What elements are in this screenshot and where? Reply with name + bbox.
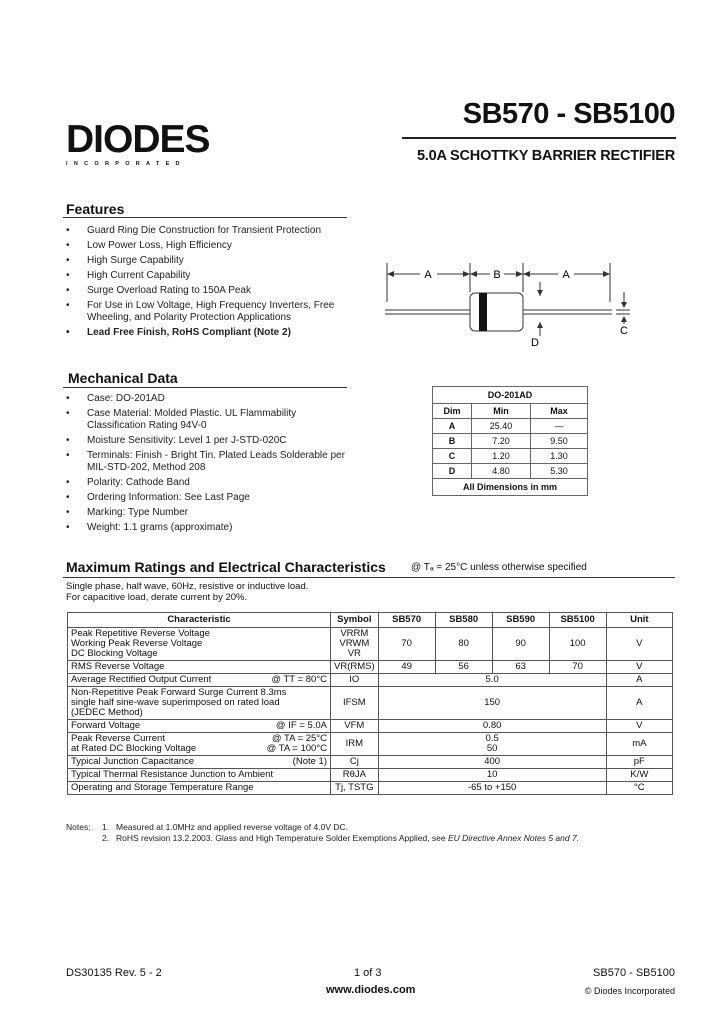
bullet-icon: • [66,225,70,236]
feature-item: • High Surge Capability [66,255,184,266]
dim-cell: D [433,464,472,479]
note-number: 1. [102,822,110,832]
bullet-icon: • [66,327,70,338]
characteristic-cell: Forward Voltage @ IF = 5.0A [68,720,331,733]
diodes-logo [66,120,236,168]
page-subtitle: 5.0A SCHOTTKY BARRIER RECTIFIER [416,148,675,164]
mechanical-item: • Polarity: Cathode Band [66,477,190,488]
symbol-cell: Cj [331,756,379,769]
dim-cell: 25.40 [472,419,531,434]
symbol-cell: VRRM VRWM VR [331,628,379,661]
table-row [68,661,673,674]
bullet-icon: • [66,450,70,461]
value-cell: 100 [549,628,606,661]
features-rule [63,217,347,218]
notes [66,822,676,844]
ratings-table [67,612,673,795]
characteristic-cell: Peak Reverse Current @ TA = 25°C at Rated DC Blocking Voltage @ TA = 100°C [68,733,331,756]
unit-cell: K/W [606,769,672,782]
table-row [68,756,673,769]
dim-cell: 1.20 [472,449,531,464]
mechanical-item: • Moisture Sensitivity: Level 1 per J-STD-020C [66,435,287,446]
symbol-cell: IO [331,674,379,687]
ratings-heading: Maximum Ratings and Electrical Characteristics [66,559,386,575]
dim-cell: C [433,449,472,464]
unit-cell: °C [606,782,672,795]
footer-part: SB570 - SB5100 [593,967,675,979]
dim-cell: 4.80 [472,464,531,479]
footer-page: 1 of 3 [354,967,382,979]
ratings-col-header: SB5100 [549,613,606,628]
unit-cell: A [606,674,672,687]
bullet-icon: • [66,240,70,251]
value-cell: 150 [378,687,606,720]
dim-label-b: B [493,269,501,281]
characteristic-cell: Typical Junction Capacitance (Note 1) [68,756,331,769]
dim-label-c: C [620,325,628,337]
dim-cell: — [531,419,588,434]
ratings-col-header: SB570 [378,613,435,628]
value-cell: 90 [492,628,549,661]
dim-table-footer: All Dimensions in mm [433,479,588,496]
ratings-col-header: Unit [606,613,672,628]
feature-item: • Surge Overload Rating to 150A Peak [66,285,251,296]
mechanical-item: • Case: DO-201AD [66,393,165,404]
dim-cell: 7.20 [472,434,531,449]
mechanical-item: • Weight: 1.1 grams (approximate) [66,522,233,533]
characteristic-cell: Typical Thermal Resistance Junction to Ambient [68,769,331,782]
unit-cell: A [606,687,672,720]
symbol-cell: RθJA [331,769,379,782]
bullet-icon: • [66,270,70,281]
dimension-table [432,386,588,496]
unit-cell: pF [606,756,672,769]
feature-item: • High Current Capability [66,270,191,281]
dim-label-a-left: A [424,269,432,281]
feature-item: • For Use in Low Voltage, High Frequency Inverters, Free Wheeling, and Polarity Protection Applications [66,300,335,323]
characteristic-cell: RMS Reverse Voltage [68,661,331,674]
ratings-col-header: SB590 [492,613,549,628]
feature-item: • Lead Free Finish, RoHS Compliant (Note 2) [66,327,291,338]
unit-cell: V [606,628,672,661]
mechanical-heading: Mechanical Data [68,370,178,386]
table-row [68,720,673,733]
unit-cell: V [606,661,672,674]
mechanical-item: • Case Material: Molded Plastic. UL Flammability Classification Rating 94V-0 [66,408,297,431]
symbol-cell: VFM [331,720,379,733]
features-heading: Features [66,201,125,217]
dim-col-header: Min [472,404,531,419]
ratings-intro-line: Single phase, half wave, 60Hz, resistive or inductive load. [66,581,309,592]
value-cell: 49 [378,661,435,674]
characteristic-cell: Average Rectified Output Current @ TT = 80°C [68,674,331,687]
ratings-col-header: Symbol [331,613,379,628]
value-cell: 0.5 50 [378,733,606,756]
logo-word: DIODES [66,118,210,161]
ratings-col-header: SB580 [435,613,492,628]
bullet-icon: • [66,393,70,404]
footer-url[interactable]: www.diodes.com [326,984,416,996]
dim-col-header: Dim [433,404,472,419]
page-title: SB570 - SB5100 [462,98,675,130]
value-cell: 56 [435,661,492,674]
symbol-cell: VR(RMS) [331,661,379,674]
mechanical-item: • Marking: Type Number [66,507,188,518]
bullet-icon: • [66,300,70,311]
mechanical-item: • Ordering Information: See Last Page [66,492,250,503]
value-cell: 70 [378,628,435,661]
bullet-icon: • [66,435,70,446]
value-cell: 400 [378,756,606,769]
ratings-intro-line: For capacitive load, derate current by 20%. [66,592,248,603]
dim-cell: 5.30 [531,464,588,479]
dim-cell: 9.50 [531,434,588,449]
mechanical-item: • Terminals: Finish - Bright Tin. Plated Leads Solderable per MIL-STD-202, Method 208 [66,450,345,473]
value-cell: 63 [492,661,549,674]
logo-subtitle: INCORPORATED [66,161,186,167]
table-row [68,674,673,687]
value-cell: 0.80 [378,720,606,733]
table-row [68,782,673,795]
bullet-icon: • [66,285,70,296]
feature-item: • Guard Ring Die Construction for Transient Protection [66,225,321,236]
dim-cell: A [433,419,472,434]
table-row [68,628,673,661]
table-row [68,769,673,782]
ratings-condition: @ Tₐ = 25°C unless otherwise specified [411,562,587,573]
note-text: Measured at 1.0MHz and applied reverse voltage of 4.0V DC. [116,822,348,832]
ratings-col-header: Characteristic [68,613,331,628]
note-number: 2. [102,833,110,843]
dim-cell: 1.30 [531,449,588,464]
dim-label-d: D [531,337,539,349]
dim-row [433,464,588,479]
dim-row [433,449,588,464]
characteristic-cell: Non-Repetitive Peak Forward Surge Current 8.3ms single half sine-wave superimposed on rated load (JEDEC Method) [68,687,331,720]
bullet-icon: • [66,477,70,488]
dim-row [433,419,588,434]
value-cell: -65 to +150 [378,782,606,795]
mechanical-list [66,393,356,537]
dim-cell: B [433,434,472,449]
footer-copyright: © Diodes Incorporated [584,986,675,996]
title-divider [402,137,676,139]
feature-item: • Low Power Loss, High Efficiency [66,240,232,251]
table-row [68,733,673,756]
characteristic-cell: Peak Repetitive Reverse Voltage Working Peak Reverse Voltage DC Blocking Voltage [68,628,331,661]
dim-row [433,434,588,449]
features-list [66,225,346,342]
bullet-icon: • [66,492,70,503]
value-cell: 10 [378,769,606,782]
cathode-band [479,293,487,331]
value-cell: 80 [435,628,492,661]
ratings-rule [63,577,675,578]
note-link[interactable]: EU Directive Annex Notes 5 and 7. [448,833,580,843]
characteristic-cell: Operating and Storage Temperature Range [68,782,331,795]
symbol-cell: IRM [331,733,379,756]
dim-label-a-right: A [562,269,570,281]
symbol-cell: IFSM [331,687,379,720]
symbol-cell: Tj, TSTG [331,782,379,795]
unit-cell: mA [606,733,672,756]
bullet-icon: • [66,255,70,266]
unit-cell: V [606,720,672,733]
mechanical-rule [63,387,347,388]
dim-col-header: Max [531,404,588,419]
ratings-intro [66,581,308,603]
bullet-icon: • [66,507,70,518]
value-cell: 70 [549,661,606,674]
note-text: RoHS revision 13.2.2003. Glass and High Temperature Solder Exemptions Applied, see [116,833,449,843]
value-cell: 5.0 [378,674,606,687]
bullet-icon: • [66,408,70,419]
bullet-icon: • [66,522,70,533]
package-diagram [380,262,640,352]
dim-table-title: DO-201AD [433,387,588,404]
footer-doc-number: DS30135 Rev. 5 - 2 [66,967,162,979]
table-row [68,687,673,720]
notes-label: Notes: [66,822,91,832]
